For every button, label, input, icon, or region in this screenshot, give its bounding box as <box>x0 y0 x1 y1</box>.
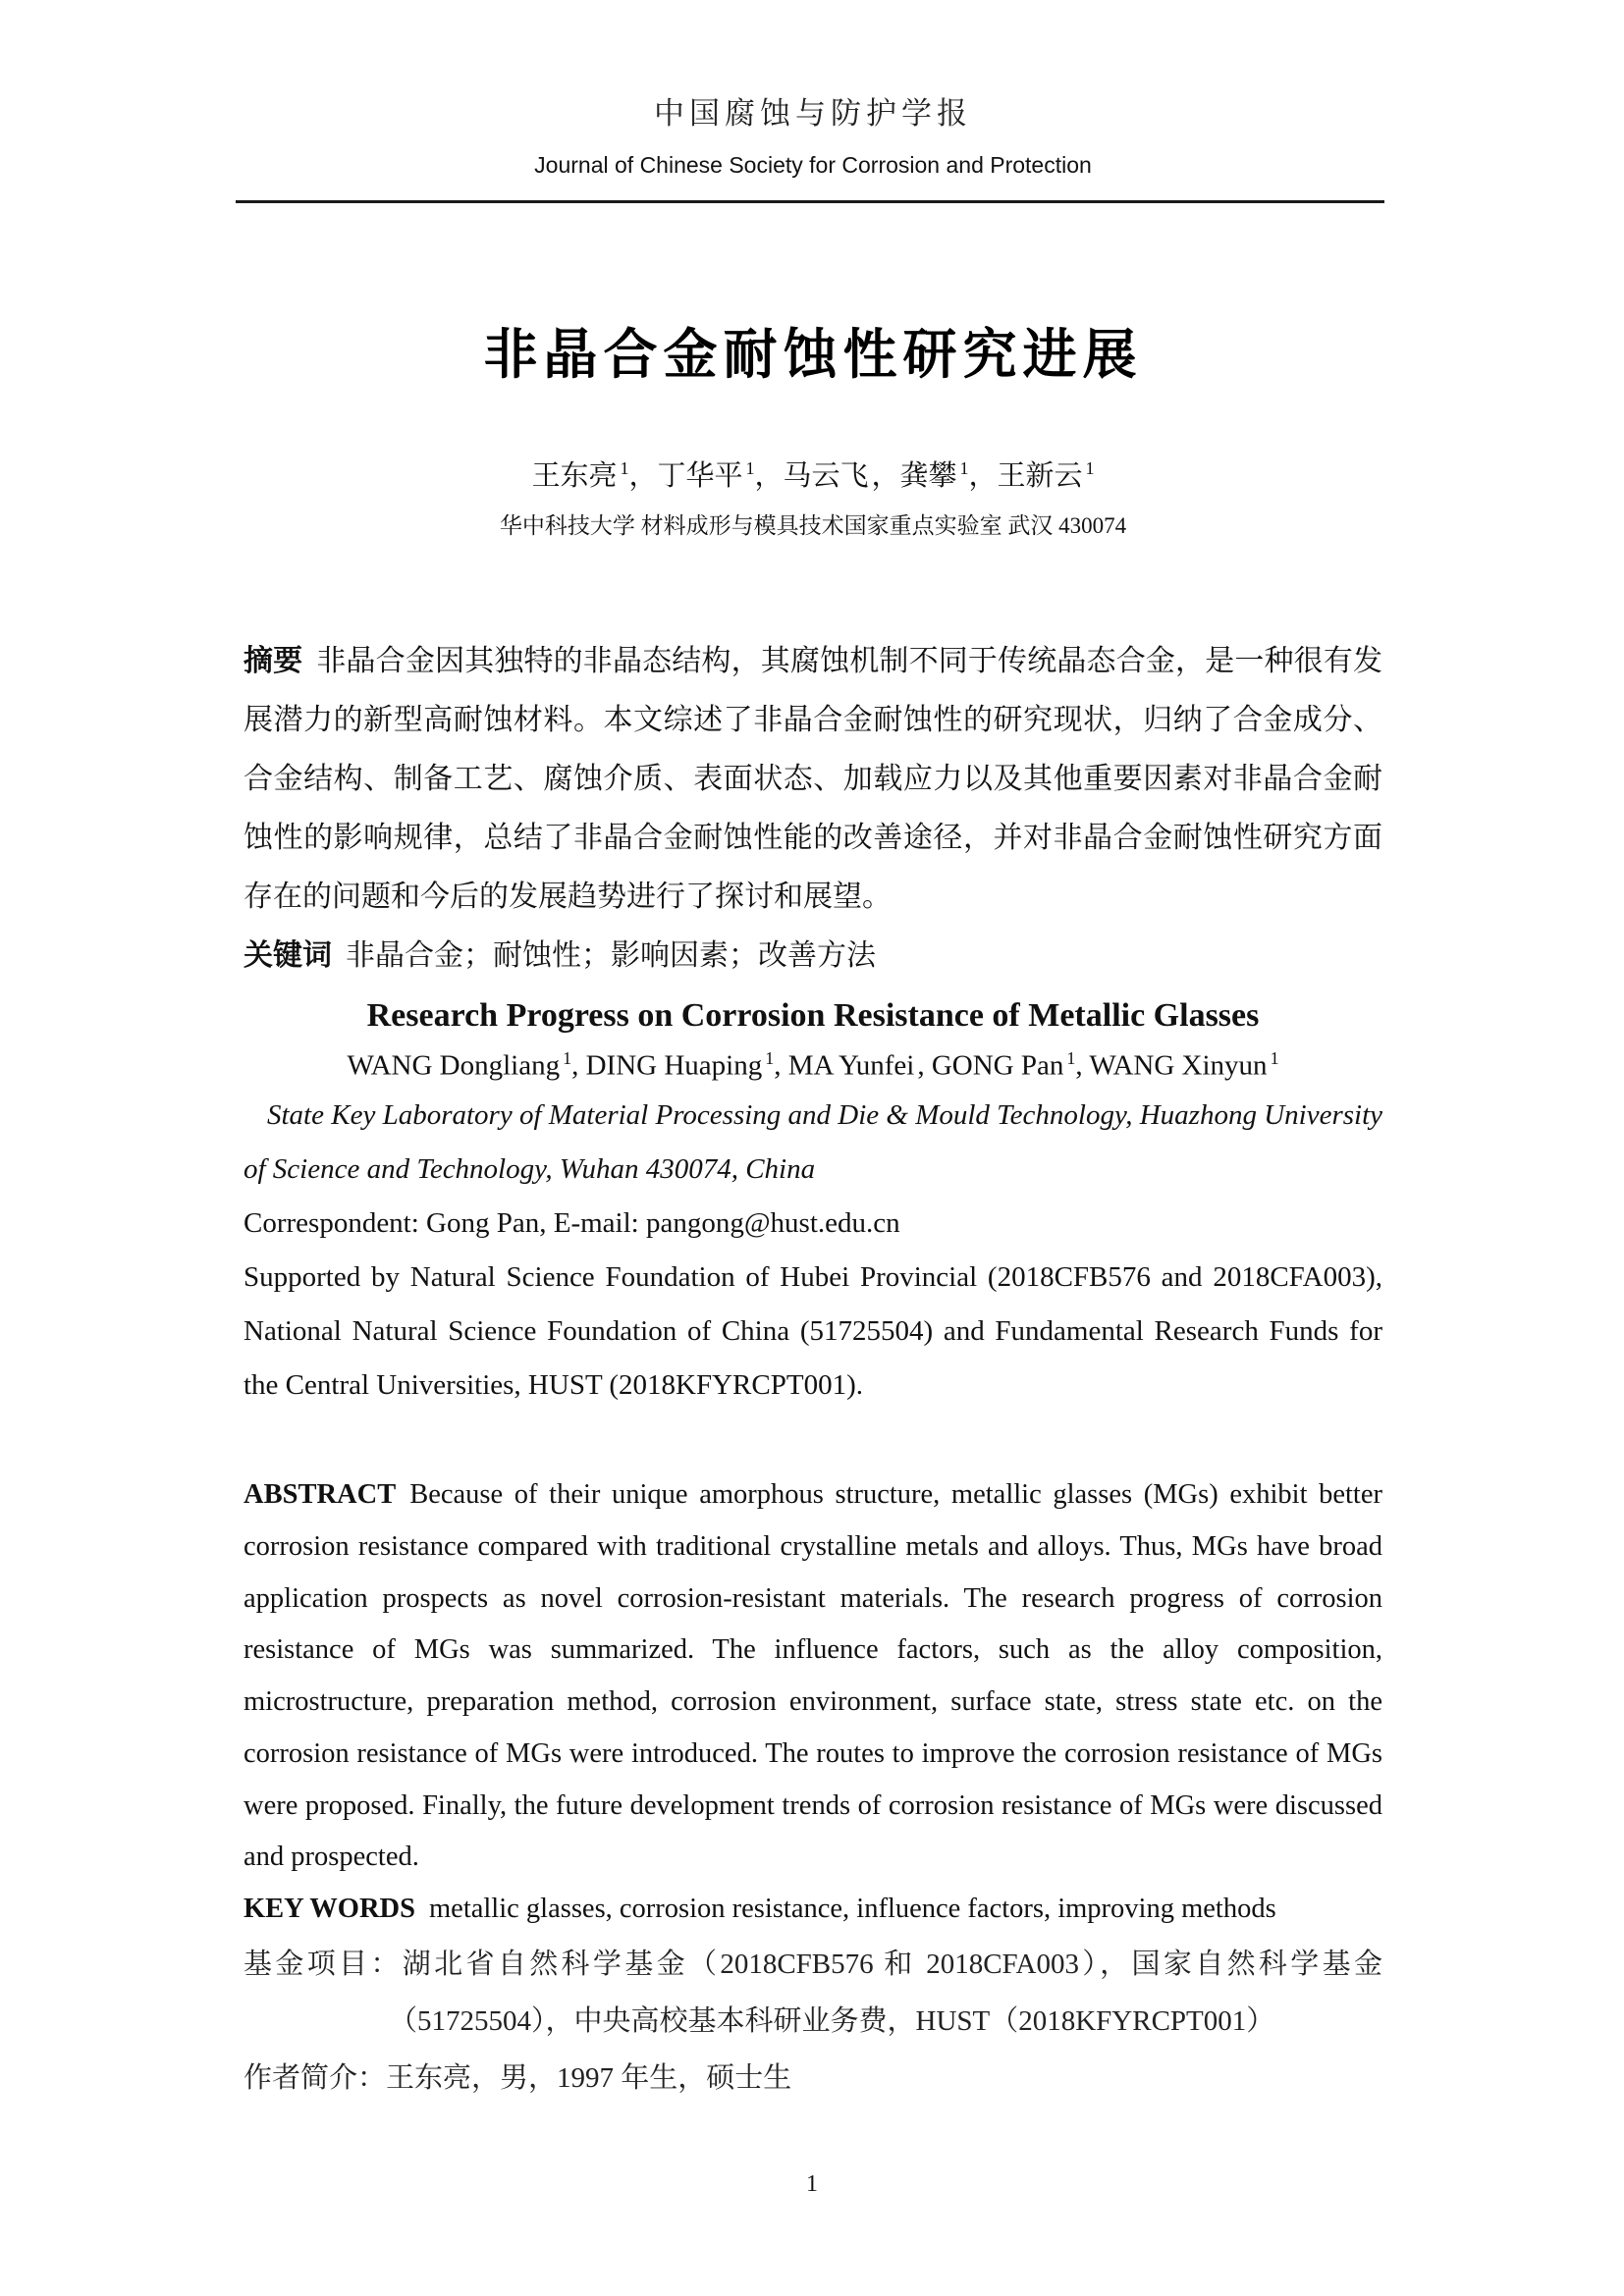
author-name: GONG Pan <box>931 1049 1064 1082</box>
author-affiliation-mark: 1 <box>745 458 755 479</box>
funding-chinese-text: 湖北省自然科学基金（2018CFB576 和 2018CFA003），国家自然科学基金（51725504），中央高校基本科研业务费，HUST（2018KFYRCPT001） <box>389 1948 1382 2037</box>
keywords-chinese-label: 关键词 <box>244 939 332 972</box>
abstract-english-text: Because of their unique amorphous structure, metallic glasses (MGs) exhibit better corrosion resistance compared with traditional crystalline metals and alloys. Thus, MGs have broad application prospects as novel corrosion-resistant materials. The research progress of corrosion resistance of MGs was summarized. The influence factors, such as the alloy composition, microstructure, preparation method, corrosion environment, surface state, stress state etc. on the corrosion resistance of MGs were introduced. The routes to improve the corrosion resistance of MGs were proposed. Finally, the future development trends of corrosion resistance of MGs were discussed and prospected. <box>244 1479 1382 1873</box>
correspondent-line: Correspondent: Gong Pan, E-mail: pangong@hust.edu.cn <box>244 1206 900 1239</box>
author-name: MA Yunfei <box>787 1049 915 1082</box>
author-affiliation-mark: 1 <box>563 1048 572 1068</box>
author-separator: ， <box>628 460 658 492</box>
header-rule <box>236 200 1384 203</box>
author-separator: , <box>1075 1049 1090 1082</box>
abstract-english <box>244 1469 1382 1884</box>
author-bio-text: 王东亮，男，1997 年生，硕士生 <box>386 2061 792 2094</box>
author-name: WANG Dongliang <box>347 1049 561 1082</box>
author-bio-label: 作者简介： <box>244 2061 387 2094</box>
author-separator: , <box>774 1049 788 1082</box>
author-name: WANG Xinyun <box>1089 1049 1268 1082</box>
journal-name-english: Journal of Chinese Society for Corrosion and Protection <box>534 152 1092 178</box>
author-bio <box>244 2050 1382 2107</box>
author-separator: ， <box>871 460 900 492</box>
authors-chinese <box>244 454 1382 494</box>
affiliation-chinese: 华中科技大学 材料成形与模具技术国家重点实验室 武汉 430074 <box>499 513 1127 538</box>
author-affiliation-mark: 1 <box>1066 1048 1076 1068</box>
author-name: 龚攀 <box>899 460 957 492</box>
page-number: 1 <box>806 2171 818 2197</box>
author-separator: , <box>917 1049 932 1082</box>
article-title-english: Research Progress on Corrosion Resistance of Metallic Glasses <box>366 997 1260 1034</box>
affiliation-english: State Key Laboratory of Material Processing and Die & Mould Technology, Huazhong University of Science and Technology, Wuhan 430074, China <box>244 1098 1382 1185</box>
author-name: 王东亮 <box>531 460 618 492</box>
abstract-english-label: ABSTRACT <box>244 1479 397 1511</box>
author-affiliation-mark: 1 <box>620 458 629 479</box>
author-name: 王新云 <box>997 460 1083 492</box>
author-separator: , <box>571 1049 586 1082</box>
abstract-chinese-block <box>244 632 1382 986</box>
authors-english <box>244 1048 1382 1083</box>
keywords-english-text: metallic glasses, corrosion resistance, influence factors, improving methods <box>429 1893 1276 1924</box>
abstract-chinese <box>244 632 1382 927</box>
abstract-chinese-label: 摘要 <box>244 645 303 677</box>
author-affiliation-mark: 1 <box>959 458 969 479</box>
journal-header <box>244 88 1382 203</box>
funding-chinese <box>244 1936 1382 2050</box>
keywords-english <box>244 1884 1382 1936</box>
author-affiliation-mark: 1 <box>1270 1048 1279 1068</box>
author-separator: ， <box>754 460 784 492</box>
author-affiliation-mark: 1 <box>1085 458 1095 479</box>
keywords-english-label: KEY WORDS <box>244 1893 415 1924</box>
funding-english: Supported by Natural Science Foundation of Hubei Provincial (2018CFB576 and 2018CFA003), National Natural Science Foundation of China (51725504) and Fundamental Research Funds for the Central Universities, HUST (2018KFYRCPT001). <box>244 1260 1382 1402</box>
journal-name-chinese: 中国腐蚀与防护学报 <box>654 96 972 131</box>
abstract-chinese-text: 非晶合金因其独特的非晶态结构，其腐蚀机制不同于传统晶态合金，是一种很有发展潜力的新型高耐蚀材料。本文综述了非晶合金耐蚀性的研究现状，归纳了合金成分、合金结构、制备工艺、腐蚀介质、表面状态、加载应力以及其他重要因素对非晶合金耐蚀性的影响规律，总结了非晶合金耐蚀性能的改善途径，并对非晶合金耐蚀性研究方面存在的问题和今后的发展趋势进行了探讨和展望。 <box>244 645 1383 913</box>
keywords-chinese-text: 非晶合金；耐蚀性；影响因素；改善方法 <box>346 939 876 972</box>
article-title-chinese: 非晶合金耐蚀性研究进展 <box>483 325 1143 385</box>
author-separator: ， <box>968 460 998 492</box>
funding-chinese-label: 基金项目： <box>244 1948 403 1980</box>
author-name: 马云飞 <box>783 460 869 492</box>
author-name: 丁华平 <box>657 460 743 492</box>
author-affiliation-mark: 1 <box>765 1048 775 1068</box>
keywords-chinese <box>244 927 1382 986</box>
author-name: DING Huaping <box>585 1049 763 1082</box>
